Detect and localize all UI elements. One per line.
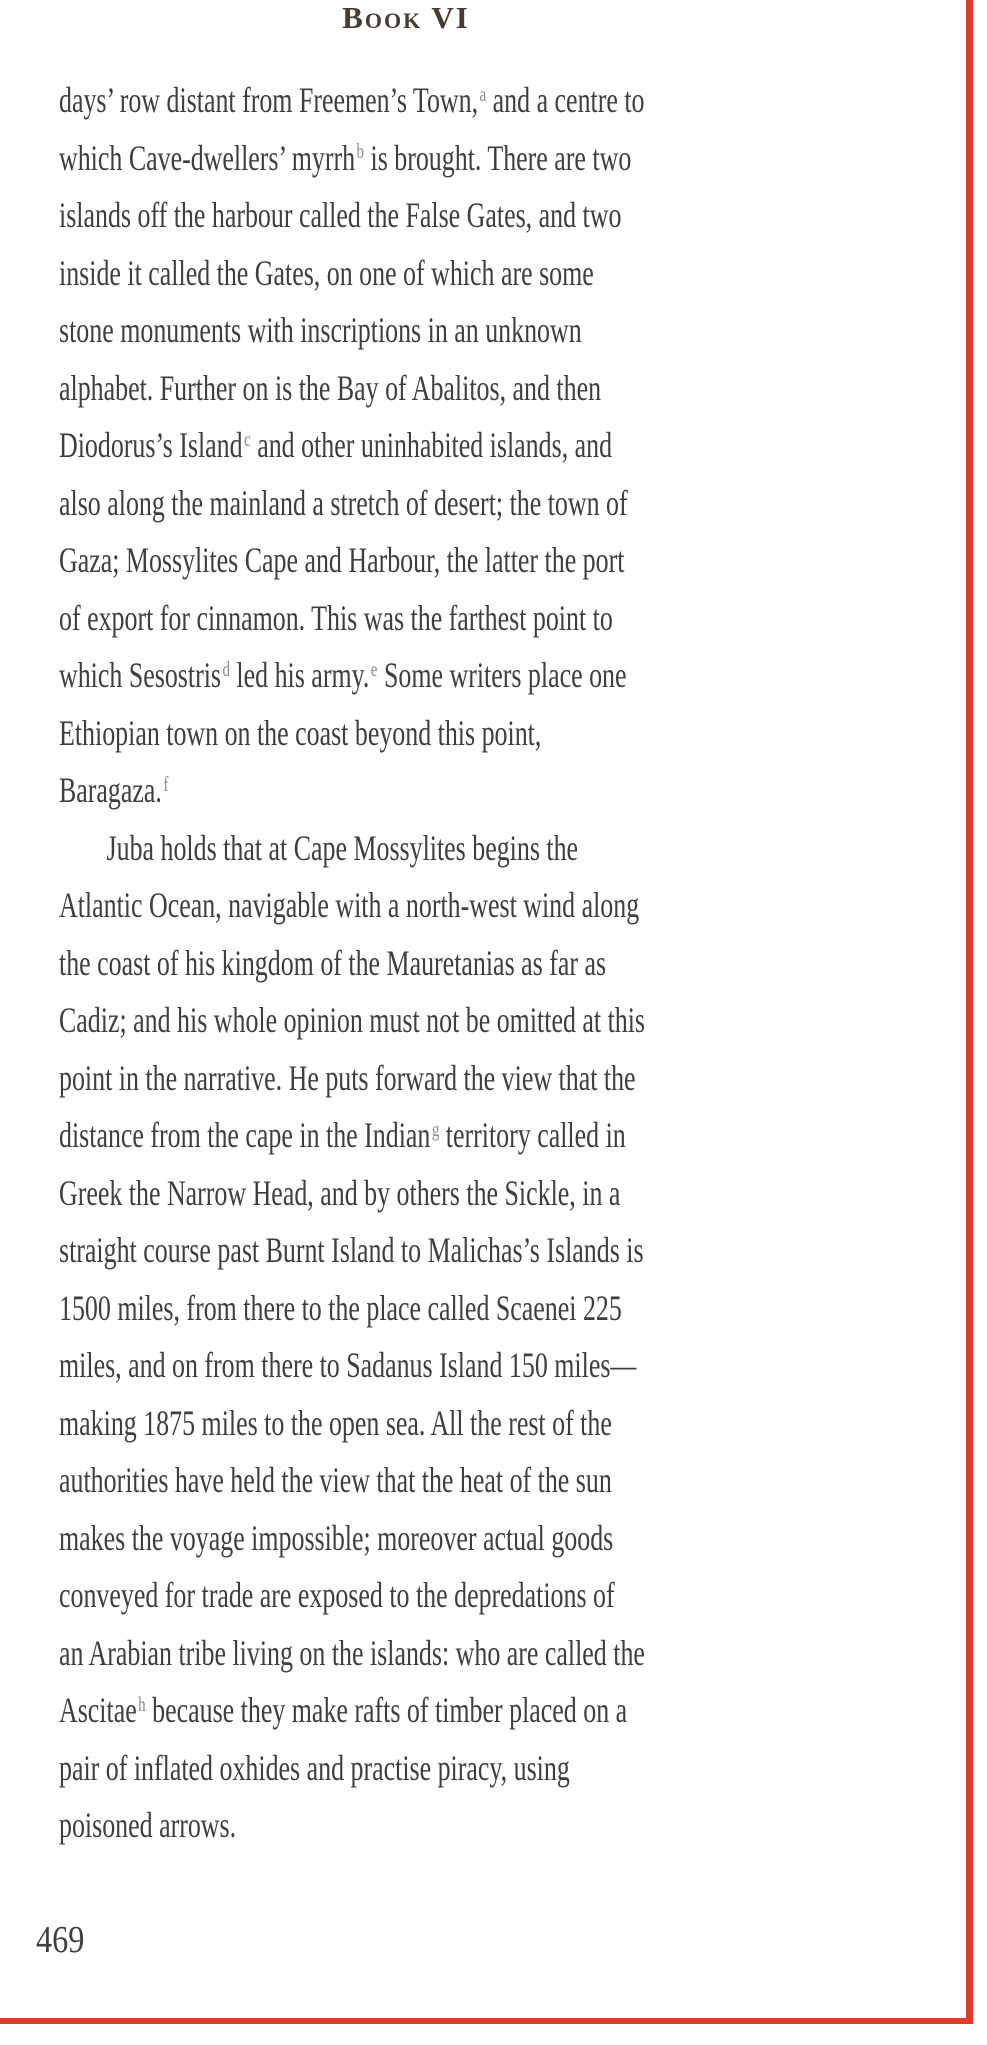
text-line: point in the narrative. He puts forward the view that the [59,1057,636,1098]
text-line: 1500 miles, from there to the place called Scaenei 225 [59,1287,622,1328]
text-line: the coast of his kingdom of the Mauretanias as far as [59,942,607,983]
text-line: poisoned arrows. [59,1805,237,1845]
text-line: Ethiopian town on the coast beyond this point, [59,712,542,753]
text-line: conveyed for trade are exposed to the depredations of [59,1575,615,1615]
text-line: Ascitae$^h$ because they make rafts of timber placed on a [59,1690,628,1730]
text-line: Atlantic Ocean, navigable with a north-west wind along [59,885,640,925]
text-block [59,72,772,1855]
text-line: Juba holds that at Cape Mossylites begins the [106,827,579,868]
text-line: islands off the harbour called the False Gates, and two [59,195,622,235]
footnote-ref: a [479,81,487,106]
text-line: which Sesostris$^d$ led his army.$^e$ Some writers place one [59,655,627,695]
text-line: which Cave-dwellers’ myrrh$^b$ is brought. There are two [59,137,632,178]
text-line: alphabet. Further on is the Bay of Abalitos, and then [59,367,602,408]
text-line: of export for cinnamon. This was the farthest point to [59,597,613,638]
text-line: stone monuments with inscriptions in an unknown [59,310,582,350]
page-title: Book VI [342,0,470,35]
page-number: 469 [36,1919,85,1961]
red-rule-bottom [0,2018,973,2024]
text-line: makes the voyage impossible; moreover actual goods [59,1517,614,1558]
footnote-ref: c [244,426,251,451]
text-line: authorities have held the view that the heat of the sun [59,1460,612,1500]
text-line: an Arabian tribe living on the islands: who are called the [59,1632,645,1673]
text-line: miles, and on from there to Sadanus Island 150 miles— [59,1345,637,1385]
text-line: Gaza; Mossylites Cape and Harbour, the latter the port [59,540,625,580]
footnote-ref: b [356,139,365,164]
footnote-ref: g [431,1116,440,1141]
text-line: days’ row distant from Freemen’s Town,$^a$ and a centre to [59,80,645,120]
text-line: Diodorus’s Island$^c$ and other uninhabited islands, and [59,425,613,465]
footnote-ref: h [138,1691,146,1716]
text-line: also along the mainland a stretch of desert; the town of [59,482,628,523]
text-line: pair of inflated oxhides and practise piracy, using [59,1747,570,1788]
text-line: distance from the cape in the Indian$^g$ territory called in [59,1115,626,1155]
text-line: inside it called the Gates, on one of which are some [59,252,594,293]
footnote-ref: e [370,656,378,681]
text-line: Cadiz; and his whole opinion must not be omitted at this [59,1000,646,1040]
footnote-ref: f [163,771,169,796]
text-line: making 1875 miles to the open sea. All the rest of the [59,1402,612,1443]
text-line: Greek the Narrow Head, and by others the Sickle, in a [59,1172,621,1213]
red-rule-right [966,0,973,2024]
text-line: Baragaza.$^f$ [59,770,169,810]
text-line: straight course past Burnt Island to Malichas’s Islands is [59,1230,644,1270]
footnote-ref: d [222,656,230,681]
